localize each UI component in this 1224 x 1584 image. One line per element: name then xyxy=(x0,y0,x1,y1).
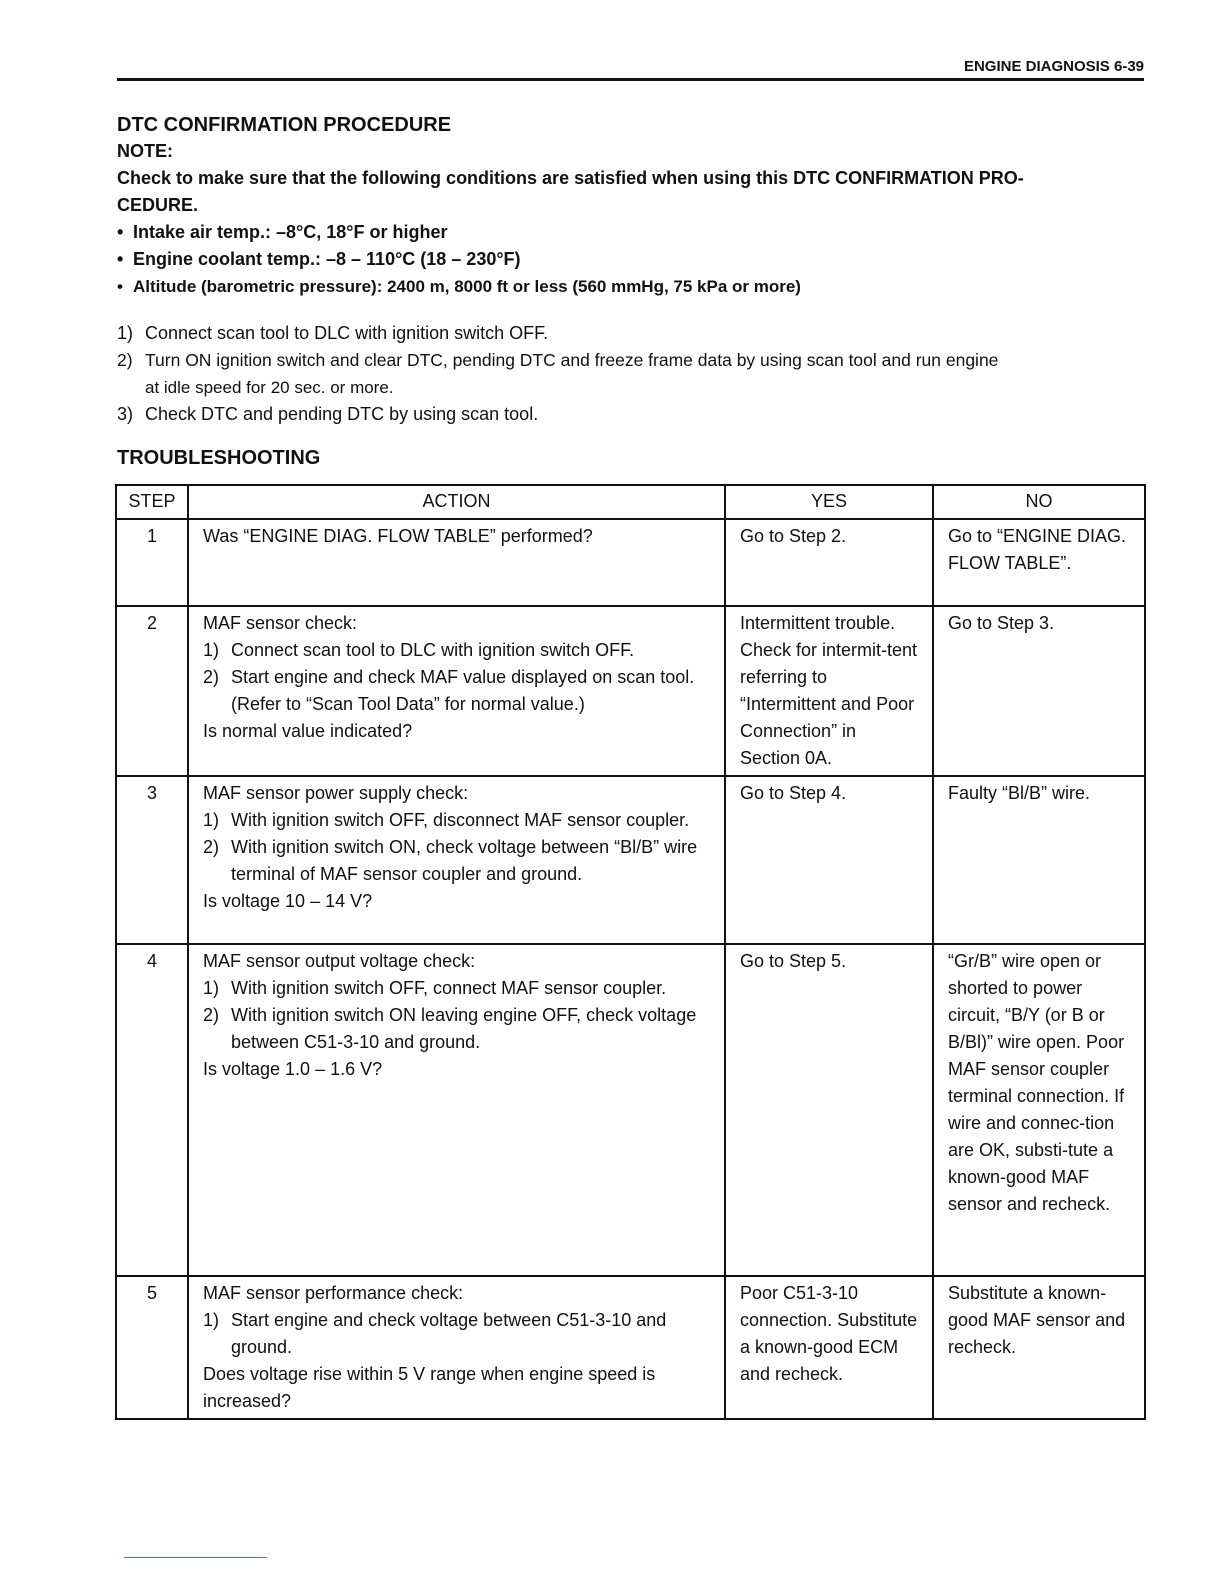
action-cell xyxy=(188,1276,725,1419)
action-question: Does voltage rise within 5 V range when engine speed is increased? xyxy=(203,1364,656,1411)
action-head: MAF sensor power supply check: xyxy=(203,783,469,803)
action-question: Is voltage 10 – 14 V? xyxy=(203,891,373,911)
note-text-cont: CEDURE. xyxy=(117,195,199,215)
action-substep: 2) With ignition switch ON, check voltage between “Bl/B” wire terminal of MAF sensor coupler and ground. xyxy=(203,837,698,884)
action-substep: 1) With ignition switch OFF, disconnect MAF sensor coupler. xyxy=(203,810,690,830)
table-row xyxy=(116,519,1145,606)
table-row xyxy=(116,776,1145,944)
action-cell xyxy=(188,606,725,776)
bottom-link-rule xyxy=(124,1557,267,1558)
dtc-title: DTC CONFIRMATION PROCEDURE xyxy=(117,114,452,136)
step-number: 1 xyxy=(116,519,188,606)
action-head: MAF sensor performance check: xyxy=(203,1283,464,1303)
yes-cell: Go to Step 5. xyxy=(725,944,933,1276)
yes-cell: Go to Step 4. xyxy=(725,776,933,944)
troubleshooting-title: TROUBLESHOOTING xyxy=(117,447,321,469)
table-row xyxy=(116,606,1145,776)
step-number: 3 xyxy=(116,776,188,944)
action-cell xyxy=(188,776,725,944)
no-cell: “Gr/B” wire open or shorted to power circuit, “B/Y (or B or B/Bl)” wire open. Poor MAF sensor coupler terminal connection. If wire and connec-tion are OK, substi-tute a known-good MAF sensor and recheck. xyxy=(933,944,1145,1276)
procedure-step: 3) Check DTC and pending DTC by using scan tool. xyxy=(117,404,539,424)
condition-item: • Altitude (barometric pressure): 2400 m, 8000 ft or less (560 mmHg, 75 kPa or more) xyxy=(117,277,801,296)
action-question: Is normal value indicated? xyxy=(203,721,413,741)
action-head: MAF sensor check: xyxy=(203,613,358,633)
column-header-step: STEP xyxy=(116,485,188,519)
no-cell: Substitute a known-good MAF sensor and recheck. xyxy=(933,1276,1145,1419)
table-header-row xyxy=(116,485,1145,519)
action-cell xyxy=(188,519,725,606)
condition-item: • Intake air temp.: –8°C, 18°F or higher xyxy=(117,222,448,242)
action-head: MAF sensor output voltage check: xyxy=(203,951,476,971)
procedure-step-cont: at idle speed for 20 sec. or more. xyxy=(145,378,394,397)
yes-cell: Poor C51-3-10 connection. Substitute a known-good ECM and recheck. xyxy=(725,1276,933,1419)
column-header-yes: YES xyxy=(725,485,933,519)
note-label: NOTE: xyxy=(117,141,173,161)
action-question: Is voltage 1.0 – 1.6 V? xyxy=(203,1059,383,1079)
action-substep: 1) Connect scan tool to DLC with ignition switch OFF. xyxy=(203,640,635,660)
no-cell: Go to Step 3. xyxy=(933,606,1145,776)
no-cell: Go to “ENGINE DIAG. FLOW TABLE”. xyxy=(933,519,1145,606)
action-substep: 2) With ignition switch ON leaving engine OFF, check voltage between C51-3-10 and ground. xyxy=(203,1005,697,1052)
table-row xyxy=(116,1276,1145,1419)
dtc-section xyxy=(117,112,1147,300)
troubleshooting-table xyxy=(115,484,1146,1420)
dtc-steps xyxy=(117,320,1147,428)
action-substep: 2) Start engine and check MAF value displayed on scan tool. (Refer to “Scan Tool Data” for normal value.) xyxy=(203,667,695,714)
column-header-action: ACTION xyxy=(188,485,725,519)
header-rule xyxy=(117,78,1144,81)
yes-cell: Go to Step 2. xyxy=(725,519,933,606)
step-number: 4 xyxy=(116,944,188,1276)
action-substep: 1) With ignition switch OFF, connect MAF sensor coupler. xyxy=(203,978,667,998)
note-text: Check to make sure that the following conditions are satisfied when using this DTC CONFIRMATION PRO- xyxy=(117,168,1024,188)
page-header: ENGINE DIAGNOSIS 6-39 xyxy=(963,58,1144,75)
step-number: 2 xyxy=(116,606,188,776)
procedure-step: 1) Connect scan tool to DLC with ignition switch OFF. xyxy=(117,323,549,343)
action-substep: 1) Start engine and check voltage between C51-3-10 and ground. xyxy=(203,1310,667,1357)
table-row xyxy=(116,944,1145,1276)
action-cell xyxy=(188,944,725,1276)
no-cell: Faulty “Bl/B” wire. xyxy=(933,776,1145,944)
procedure-step: 2) Turn ON ignition switch and clear DTC, pending DTC and freeze frame data by using scan tool and run engine xyxy=(117,350,999,370)
condition-item: • Engine coolant temp.: –8 – 110°C (18 – 230°F) xyxy=(117,249,521,269)
step-number: 5 xyxy=(116,1276,188,1419)
action-head: Was “ENGINE DIAG. FLOW TABLE” performed? xyxy=(203,526,593,546)
yes-cell: Intermittent trouble. Check for intermit-tent referring to “Intermittent and Poor Connection” in Section 0A. xyxy=(725,606,933,776)
column-header-no: NO xyxy=(933,485,1145,519)
